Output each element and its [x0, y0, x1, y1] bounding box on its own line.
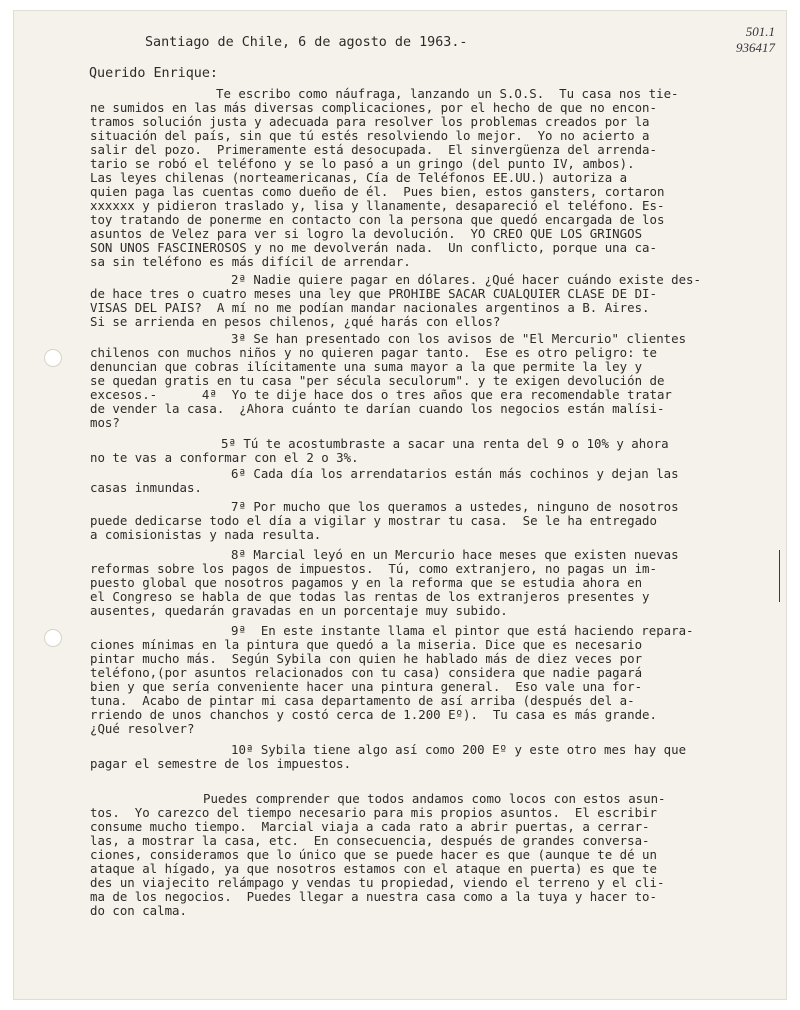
text-line: VISAS DEL PAIS? A mí no me podían mandar nacionales argentinos a B. Aires. — [90, 300, 650, 315]
text-line: se quedan gratis en tu casa "per sécula seculorum". y te exigen devolución de — [90, 373, 665, 388]
archive-mark — [711, 24, 775, 56]
text-line: denuncian que cobras ilícitamente una suma mayor a la que permite la ley y — [90, 359, 643, 374]
text-line: pagar el semestre de los impuestos. — [90, 756, 352, 771]
text-line: reformas sobre los pagos de impuestos. Tú, como extranjero, no pagas un im- — [90, 561, 657, 576]
text-line: 3ª Se han presentado con los avisos de "El Mercurio" clientes — [231, 331, 687, 346]
punch-hole — [45, 350, 61, 366]
text-line: ne sumidos en las más diversas complicaciones, por el hecho de que no encon- — [90, 100, 657, 115]
text-line: ma de los negocios. Puedes llegar a nuestra casa como a la tuya y hacer to- — [90, 889, 657, 904]
text-line: ciones, consideramos que lo único que se puede hacer es que (aunque te dé un — [90, 847, 657, 862]
text-line: 9ª En este instante llama el pintor que está haciendo repara- — [231, 623, 694, 638]
text-line: sa sin teléfono es más difícil de arrendar. — [90, 254, 411, 269]
text-line: las, a mostrar la casa, etc. En consecuencia, después de grandes conversa- — [90, 833, 650, 848]
text-line: do con calma. — [90, 903, 187, 918]
text-line: teléfono,(por asuntos relacionados con tu casa) considera que nadie pagará — [90, 665, 643, 680]
letter-page — [13, 10, 787, 1000]
text-line: consume mucho tiempo. Marcial viaja a cada rato a abrir puertas, a cerrar- — [90, 819, 650, 834]
margin-mark — [779, 550, 780, 602]
text-line: el Congreso se habla de que todas las rentas de los extranjeros presentes y — [90, 589, 650, 604]
archive-mark-line: 501.1 — [745, 24, 775, 39]
text-line: puede dedicarse todo el día a vigilar y mostrar tu casa. Se le ha entregado — [90, 513, 657, 528]
text-line: Te escribo como náufraga, lanzando un S.O.S. Tu casa nos tie- — [216, 86, 679, 101]
text-line: de vender la casa. ¿Ahora cuánto te darían cuando los negocios están malísi- — [90, 401, 665, 416]
text-line: Puedes comprender que todos andamos como locos con estos asun- — [203, 791, 666, 806]
text-line: 6ª Cada día los arrendatarios están más cochinos y dejan las — [231, 466, 679, 481]
text-line: 7ª Por mucho que los queramos a ustedes, ninguno de nosotros — [231, 499, 679, 514]
text-line: Si se arrienda en pesos chilenos, ¿qué harás con ellos? — [90, 314, 501, 329]
text-line: 2ª Nadie quiere pagar en dólares. ¿Qué hacer cuándo existe des- — [231, 272, 701, 287]
text-line: casas inmundas. — [90, 480, 202, 495]
text-line: asuntos de Velez para ver si logro la devolución. YO CREO QUE LOS GRINGOS — [90, 226, 643, 241]
text-line: tramos solución justa y adecuada para resolver los problemas creados por la — [90, 114, 650, 129]
text-line: ¿Qué resolver? — [90, 721, 195, 736]
text-line: ciones mínimas en la pintura que quedó a la miseria. Dice que es necesario — [90, 637, 643, 652]
archive-mark-line: 936417 — [736, 40, 775, 55]
text-line: 8ª Marcial leyó en un Mercurio hace meses que existen nuevas — [231, 547, 679, 562]
text-line: a comisionistas y nada resulta. — [90, 527, 322, 542]
punch-hole — [45, 630, 61, 646]
text-line: situación del país, sin que tú estés resolviendo lo mejor. Yo no acierto a — [90, 128, 650, 143]
text-line: tuna. Acabo de pintar mi casa departamento de así arriba (después del a- — [90, 693, 635, 708]
text-line: bien y que sería conveniente hacer una pintura general. Eso vale una for- — [90, 679, 643, 694]
text-line: Las leyes chilenas (norteamericanas, Cía de Teléfonos EE.UU.) autoriza a — [90, 170, 628, 185]
place-date: Santiago de Chile, 6 de agosto de 1963.- — [145, 35, 468, 50]
text-line: ataque al hígado, ya que nosotros estamos con el ataque en puerta) es que te — [90, 861, 657, 876]
text-line: des un viajecito relámpago y vendas tu propiedad, viendo el terreno y el cli- — [90, 875, 665, 890]
text-line: puesto global que nosotros pagamos y en la reforma que se estudia ahora en — [90, 575, 643, 590]
text-line: mos? — [90, 415, 120, 430]
text-line: 10ª Sybila tiene algo así como 200 Eº y este otro mes hay que — [231, 742, 687, 757]
text-line: chilenos con muchos niños y no quieren pagar tanto. Ese es otro peligro: te — [90, 345, 657, 360]
text-line: xxxxxx y pidieron traslado y, lisa y llanamente, desapareció el teléfono. Es- — [90, 198, 665, 213]
text-line: tos. Yo carezco del tiempo necesario para mis propios asuntos. El escribir — [90, 805, 657, 820]
salutation: Querido Enrique: — [89, 66, 218, 81]
text-line: salir del pozo. Primeramente está desocupada. El sinvergüenza del arrenda- — [90, 142, 657, 157]
text-line: pintar mucho más. Según Sybila con quien he hablado más de diez veces por — [90, 651, 643, 666]
text-line: no te vas a conformar con el 2 o 3%. — [90, 450, 359, 465]
text-line: rriendo de unos chanchos y costó cerca de 1.200 Eº). Tu casa es más grande. — [90, 707, 657, 722]
text-line: ausentes, quedarán gravadas en un porcentaje muy subido. — [90, 603, 508, 618]
text-line: de hace tres o cuatro meses una ley que PROHIBE SACAR CUALQUIER CLASE DE DI- — [90, 286, 657, 301]
text-line: excesos.- 4ª Yo te dije hace dos o tres años que era recomendable tratar — [90, 387, 672, 402]
text-line: toy tratando de ponerme en contacto con la persona que quedó encargada de los — [90, 212, 665, 227]
text-line: tario se robó el teléfono y se lo pasó a un gringo (del punto IV, ambos). — [90, 156, 635, 171]
text-line: 5ª Tú te acostumbraste a sacar una renta del 9 o 10% y ahora — [221, 436, 669, 451]
text-line: quien paga las cuentas como dueño de él. Pues bien, estos gansters, cortaron — [90, 184, 665, 199]
text-line: SON UNOS FASCINEROSOS y no me devolverán nada. Un conflicto, porque una ca- — [90, 240, 657, 255]
